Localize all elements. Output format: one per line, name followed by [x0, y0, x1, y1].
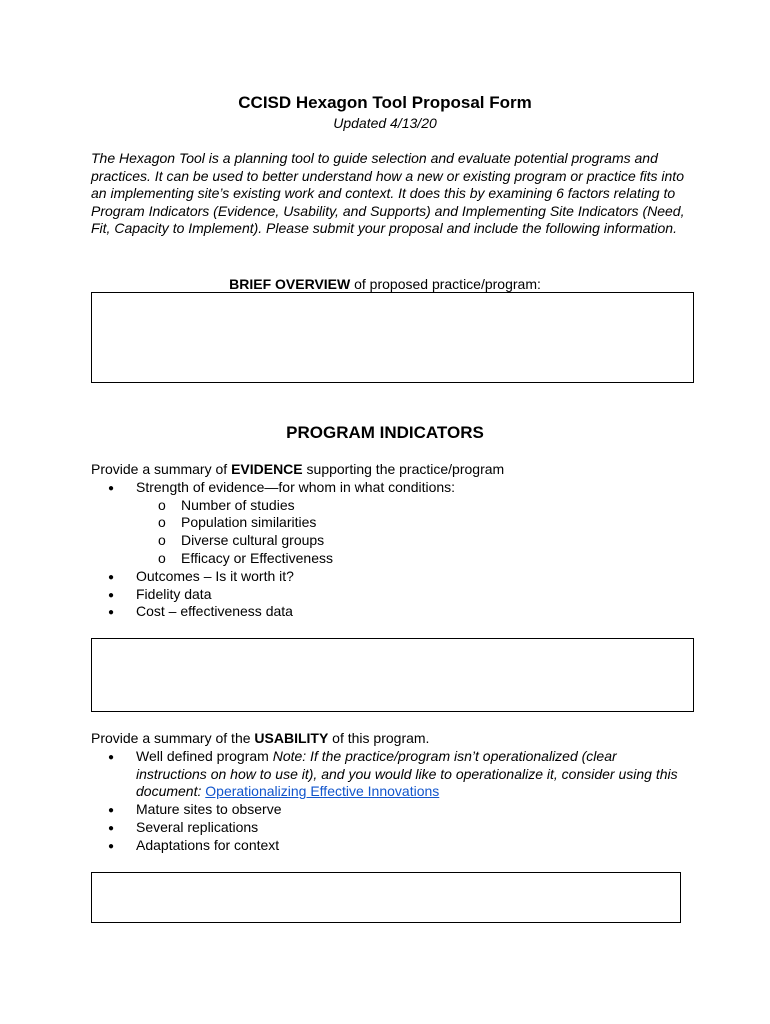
usability-lead-bold: USABILITY: [254, 730, 329, 746]
evidence-subitem-studies: [91, 497, 691, 515]
updated-date: Updated 4/13/20: [333, 115, 437, 131]
sub-bullet-marker: o: [158, 514, 166, 531]
sub-bullet-marker: o: [158, 549, 166, 566]
usability-item-text: Well defined program: [136, 747, 273, 764]
usability-item-mature-sites: ● Mature sites to observe: [91, 801, 691, 819]
sub-bullet-marker: o: [158, 496, 166, 513]
usability-item-well-defined: [91, 748, 691, 801]
usability-section: [91, 730, 691, 855]
evidence-subitem-population: [91, 514, 691, 532]
evidence-lead-tail: supporting the practice/program: [302, 461, 505, 477]
usability-lead: [91, 730, 691, 748]
usability-lead-text: Provide a summary of the: [91, 730, 255, 746]
evidence-item-strength: ● Strength of evidence—for whom in what conditions:: [91, 479, 691, 497]
operationalizing-link[interactable]: Operationalizing Effective Innovations: [205, 783, 440, 800]
evidence-summary-box[interactable]: [91, 638, 694, 712]
evidence-lead-text: Provide a summary of: [91, 461, 232, 477]
evidence-lead: [91, 461, 691, 479]
usability-note: Note: If the practice/program isn’t operationalized (clear instructions on how to use it), and you would like to operationalize it, consider using this document:: [136, 747, 678, 800]
brief-overview-label: [0, 276, 770, 292]
program-indicators-heading: PROGRAM INDICATORS: [286, 423, 484, 442]
brief-overview-bold: BRIEF OVERVIEW: [229, 276, 351, 292]
usability-summary-box[interactable]: [91, 872, 681, 923]
evidence-section: [91, 461, 691, 621]
evidence-subitem-text: Diverse cultural groups: [181, 532, 325, 549]
evidence-subitem-text: Population similarities: [181, 514, 317, 531]
evidence-item-cost: ● Cost – effectiveness data: [91, 603, 691, 621]
usability-item-replications: ● Several replications: [91, 819, 691, 837]
brief-overview-rest: of proposed practice/program:: [350, 276, 541, 292]
evidence-item-outcomes: ● Outcomes – Is it worth it?: [91, 568, 691, 586]
evidence-subitem-text: Number of studies: [181, 496, 295, 513]
evidence-list: [91, 479, 691, 621]
evidence-item-fidelity: ● Fidelity data: [91, 586, 691, 604]
evidence-subitem-cultural: [91, 532, 691, 550]
evidence-lead-bold: EVIDENCE: [231, 461, 303, 477]
evidence-subitem-efficacy: [91, 550, 691, 568]
sub-bullet-marker: o: [158, 532, 166, 549]
evidence-subitem-text: Efficacy or Effectiveness: [181, 549, 333, 566]
intro-paragraph: The Hexagon Tool is a planning tool to guide selection and evaluate potential programs and practices. It can be used to better understand how a new or existing program or practice fits into an implementing site’s existing work and context. It does this by examining 6 factors relating to Program Indicators (Evidence, Usability, and Supports) and Implementing Site Indicators (Need, Fit, Capacity to Implement). Please submit your proposal and include the following information.: [91, 150, 685, 237]
form-title: CCISD Hexagon Tool Proposal Form: [238, 93, 532, 112]
usability-lead-tail: of this program.: [328, 730, 430, 746]
usability-list: [91, 748, 691, 855]
brief-overview-box[interactable]: [91, 292, 694, 383]
usability-item-adaptations: ● Adaptations for context: [91, 837, 691, 855]
